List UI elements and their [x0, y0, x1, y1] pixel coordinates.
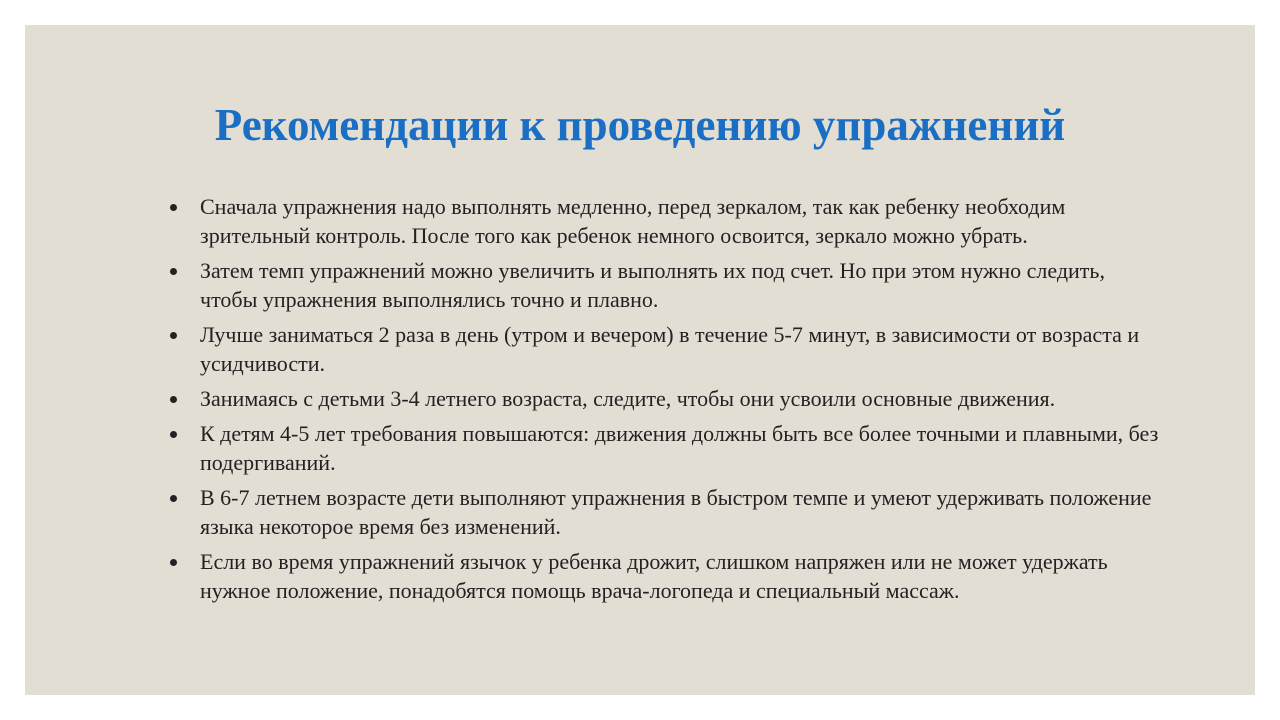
bullet-text: Лучше заниматься 2 раза в день (утром и вечером) в течение 5-7 минут, в зависимости от возраста и усидчивости. [200, 322, 1140, 376]
bullet-dot-icon [170, 204, 177, 211]
bullet-item [170, 419, 1160, 477]
bullet-item [170, 320, 1160, 378]
bullet-item [170, 483, 1160, 541]
slide-title: Рекомендации к проведению упражнений [214, 100, 1066, 150]
bullet-dot-icon [170, 396, 177, 403]
bullet-item [170, 192, 1160, 250]
bullet-item [170, 547, 1160, 605]
bullet-text: Занимаясь с детьми 3-4 летнего возраста, следите, чтобы они усвоили основные движения. [200, 386, 1056, 411]
bullet-dot-icon [170, 559, 177, 566]
bullet-dot-icon [170, 268, 177, 275]
bullet-dot-icon [170, 332, 177, 339]
bullet-text: Сначала упражнения надо выполнять медленно, перед зеркалом, так как ребенку необходим зрительный контроль. После того как ребенок немного освоится, зеркало можно убрать. [200, 194, 1066, 248]
bullet-list [170, 192, 1160, 611]
bullet-dot-icon [170, 431, 177, 438]
bullet-text: К детям 4-5 лет требования повышаются: движения должны быть все более точными и плавными, без подергиваний. [200, 421, 1159, 475]
slide [25, 25, 1255, 695]
bullet-text: В 6-7 летнем возрасте дети выполняют упражнения в быстром темпе и умеют удерживать положение языка некоторое время без изменений. [200, 485, 1152, 539]
bullet-item [170, 256, 1160, 314]
bullet-text: Если во время упражнений язычок у ребенка дрожит, слишком напряжен или не может удержать нужное положение, понадобятся помощь врача-логопеда и специальный массаж. [200, 549, 1108, 603]
bullet-item [170, 384, 1160, 413]
bullet-dot-icon [170, 495, 177, 502]
bullet-text: Затем темп упражнений можно увеличить и выполнять их под счет. Но при этом нужно следить, чтобы упражнения выполнялись точно и плавно. [200, 258, 1105, 312]
